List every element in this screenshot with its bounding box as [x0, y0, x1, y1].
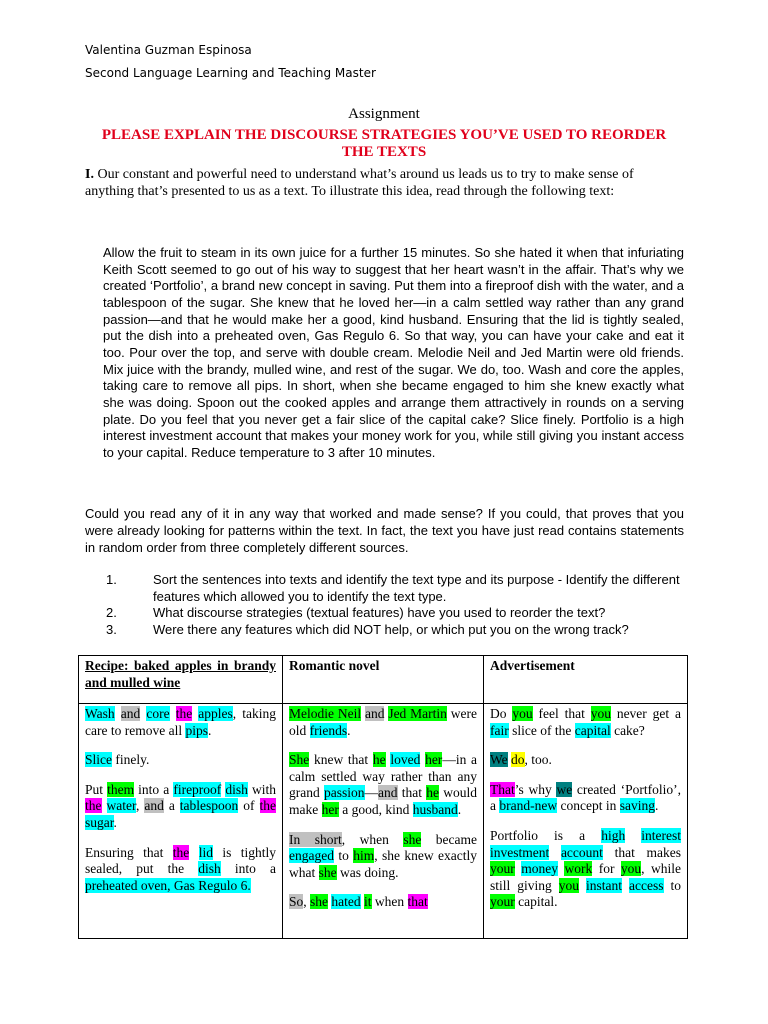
highlight-cyan: access — [629, 877, 664, 893]
novel-column-cell — [283, 704, 484, 939]
question-text: Were there any features which did NOT help, or which put you on the wrong track? — [153, 621, 629, 637]
highlight-cyan: account — [560, 844, 603, 860]
highlight-cyan: apples — [198, 706, 233, 721]
highlight-green: he — [372, 752, 386, 768]
highlight-green: him — [353, 848, 375, 864]
cell-paragraph: Wash and core the apples, taking care to remove all pips. — [85, 706, 276, 738]
highlight-green: her — [321, 801, 339, 817]
highlight-yellow: do — [511, 752, 525, 768]
highlight-cyan: friends — [309, 722, 348, 738]
highlight-green: her — [425, 752, 443, 768]
highlight-magenta: the — [172, 844, 190, 860]
highlight-gray: So — [289, 894, 304, 910]
cell-paragraph: She knew that he loved her—in a calm settled way rather than any grand passion—and that he would make her a good, kind husband. — [289, 752, 478, 817]
highlight-green: he — [426, 785, 439, 801]
highlight-green: she — [310, 894, 329, 910]
highlight-gray: In short — [289, 831, 342, 847]
highlight-cyan: high — [601, 827, 626, 843]
cell-paragraph: We do, too. — [490, 752, 552, 768]
highlight-cyan: saving — [619, 798, 655, 814]
question-item — [85, 572, 685, 605]
highlight-magenta: the — [85, 798, 102, 814]
cell-paragraph: Do you feel that you never get a fair slice of the capital cake? — [490, 706, 682, 738]
cell-paragraph: That’s why we created ‘Portfolio’, a brand-new concept in saving. — [490, 781, 681, 814]
highlight-magenta: that — [407, 894, 428, 910]
question-text: What discourse strategies (textual features) have you used to reorder the text? — [153, 605, 606, 620]
highlight-magenta: the — [259, 798, 277, 814]
highlight-cyan: fireproof — [173, 781, 222, 797]
highlight-cyan: loved — [390, 752, 421, 768]
intro-paragraph — [85, 166, 683, 200]
highlight-cyan: capital — [574, 722, 611, 738]
highlight-cyan: husband — [412, 801, 458, 817]
highlight-cyan: money — [521, 861, 558, 877]
highlight-cyan: lid — [198, 844, 213, 860]
highlight-cyan: core — [146, 706, 170, 721]
highlight-green: she — [318, 864, 337, 880]
highlight-green: you — [620, 861, 642, 877]
header-romantic-novel: Romantic novel — [283, 656, 484, 704]
highlight-cyan: water — [106, 798, 136, 814]
highlight-cyan: sugar — [85, 814, 114, 830]
program-name: Second Language Learning and Teaching Master — [85, 66, 376, 80]
highlight-cyan: brand-new — [499, 798, 558, 814]
highlight-green: work — [564, 861, 593, 877]
highlight-cyan: hated — [331, 894, 361, 910]
cell-paragraph: Slice finely. — [85, 752, 150, 768]
highlight-green: she — [403, 831, 422, 847]
highlight-green: you — [512, 706, 533, 721]
table-header-row — [79, 656, 688, 704]
highlight-green: them — [107, 781, 135, 797]
author-name: Valentina Guzman Espinosa — [85, 43, 252, 57]
highlight-green: Melodie Neil — [289, 706, 362, 721]
question-item — [85, 622, 685, 639]
question-number: 2. — [106, 605, 117, 620]
highlight-green: your — [490, 894, 515, 910]
cell-paragraph: Portfolio is a high interest investment account that makes your money work for you, while still giving you instant access to your capital. — [490, 827, 682, 910]
cell-paragraph: Ensuring that the lid is tightly sealed, put the dish into a preheated oven, Gas Regulo 6. — [85, 844, 276, 893]
header-advertisement: Advertisement — [484, 656, 688, 704]
highlight-cyan: engaged — [289, 848, 334, 864]
highlight-green: She — [289, 752, 310, 768]
highlight-green: you — [590, 706, 611, 721]
advertisement-column-cell — [484, 704, 688, 939]
follow-up-paragraph: Could you read any of it in any way that worked and made sense? If you could, that proves that you were already looking for patterns within the text. In fact, the text you have just read contains statements in random order from three completely different sources. — [85, 506, 684, 555]
highlight-teal: we — [556, 781, 573, 797]
highlight-cyan: passion — [324, 785, 365, 801]
section-numeral: I. — [85, 167, 94, 182]
highlight-cyan: tablespoon — [179, 798, 239, 814]
question-item — [85, 605, 685, 622]
highlight-cyan: pips — [185, 722, 208, 738]
highlight-gray: and — [120, 706, 141, 721]
intro-text: Our constant and powerful need to understand what’s around us leads us to try to make sense of anything that’s presented to us as a text. To illustrate this idea, read through the following text: — [85, 167, 634, 199]
jumbled-text-block: Allow the fruit to steam in its own juice for a further 15 minutes. So she hated it when that infuriating Keith Scott seemed to go out of his way to suggest that her heart wasn’t in the affair. That’s why we created ‘Portfolio’, a brand new concept in saving. Put them into a fireproof dish with the water, and a tablespoon of the sugar. She knew that he loved her—in a calm settled way rather than any grand passion—and that he would make her a good, kind husband. Ensuring that the lid is tightly sealed, put the dish into a preheated oven, Gas Regulo 6. So that way, you can have your cake and eat it too. Pour over the top, and serve with double cream. Melodie Neil and Jed Martin were old friends. Mix juice with the brandy, mulled wine, and rest of the sugar. We do, too. Wash and core the apples, taking care to remove all pips. In short, when she became engaged to him she knew exactly what she was doing. Spoon out the cooked apples and arrange them attractively in rounds on a serving plate. Do you feel that you never get a fair slice of the capital cake? Slice finely. Portfolio is a high interest investment account that makes your money work for you, while still giving you instant access to your capital. Reduce temperature to 3 after 10 minutes. — [103, 245, 684, 460]
highlight-magenta: the — [175, 706, 193, 721]
highlight-green: you — [558, 877, 580, 893]
highlight-cyan: dish — [198, 861, 221, 877]
highlight-gray: and — [364, 706, 385, 721]
question-text: Sort the sentences into texts and identify the text type and its purpose - Identify the different features which allowed you to identify the text type. — [153, 572, 680, 604]
question-number: 3. — [106, 621, 117, 637]
highlight-green: it — [364, 894, 372, 910]
highlight-cyan: Wash — [85, 706, 115, 721]
instruction-heading: PLEASE EXPLAIN THE DISCOURSE STRATEGIES YOU’VE USED TO REORDER THE TEXTS — [101, 127, 667, 160]
cell-paragraph: Put them into a fireproof dish with the water, and a tablespoon of the sugar. — [85, 781, 277, 830]
highlight-green: your — [490, 861, 515, 877]
table-row — [79, 704, 688, 939]
recipe-column-cell — [79, 704, 283, 939]
highlight-magenta: That — [490, 781, 515, 797]
question-number: 1. — [106, 572, 117, 587]
cell-paragraph: In short, when she became engaged to him, she knew exactly what she was doing. — [289, 831, 478, 880]
highlight-cyan: preheated oven, Gas Regulo 6. — [85, 877, 251, 893]
cell-paragraph: So, she hated it when that — [289, 894, 428, 910]
highlight-cyan: fair — [490, 722, 509, 738]
question-list — [85, 572, 685, 638]
highlight-cyan: Slice — [85, 752, 112, 768]
highlight-green: Jed Martin — [388, 706, 447, 721]
cell-paragraph: Melodie Neil and Jed Martin were old friends. — [289, 706, 478, 738]
highlight-gray: and — [144, 798, 164, 814]
highlight-cyan: interest investment — [490, 827, 682, 860]
sorting-table — [78, 655, 688, 939]
highlight-gray: and — [378, 785, 398, 801]
assignment-title: Assignment — [348, 106, 420, 122]
highlight-teal: We — [490, 752, 508, 768]
highlight-cyan: instant — [586, 877, 623, 893]
highlight-cyan: dish — [225, 781, 248, 797]
header-recipe: Recipe: baked apples in brandy and mulled wine — [79, 656, 283, 704]
